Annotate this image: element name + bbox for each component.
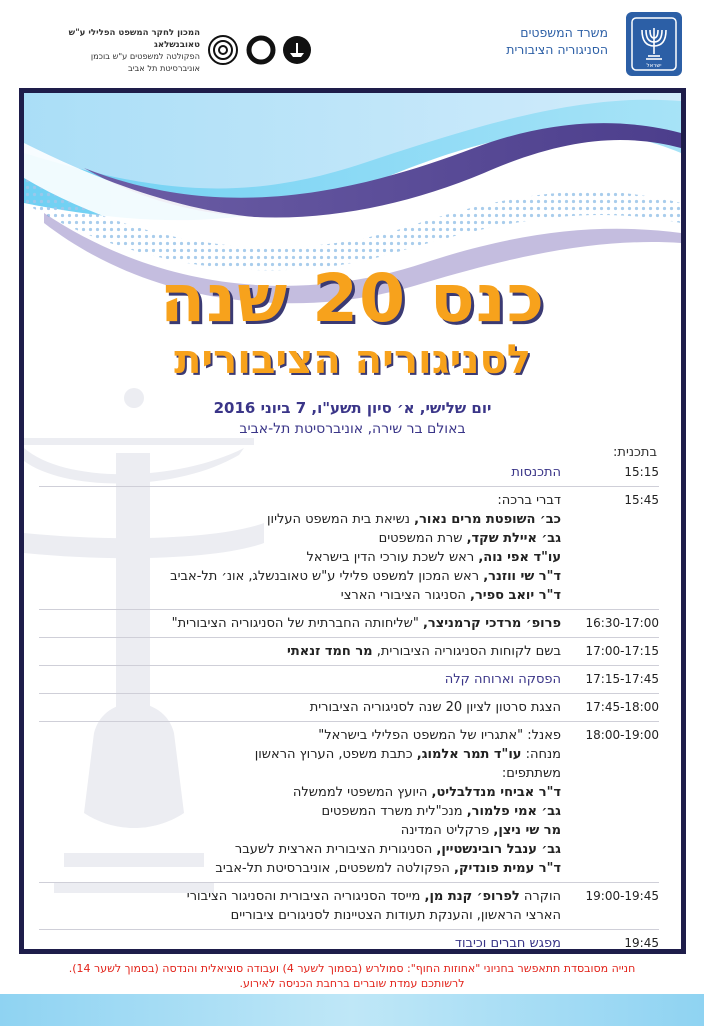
lecture-title: "שליחותה החברתית של הסניגוריה הציבורית" [171,616,419,631]
ministry-name [506,24,608,58]
agenda-row [39,614,659,633]
speaker-role: היועץ המשפטי לממשלה [292,785,428,800]
agenda-row [39,670,659,689]
event-venue: באולם בר שירה, אוניברסיטת תל-אביב [239,421,466,437]
speaker-role: הסניגור הציבורי הארצי [340,588,466,603]
institute-line2: הפקולטה למשפטים ע"ש בוכמן [90,51,200,61]
speaker-role: שרת המשפטים [378,531,463,546]
speaker-name: גב׳ אמי פלמור, [466,804,561,819]
voucher-note: לרשותכם עמדת שוברים ברחבת הכניסה לאירוע. [239,977,465,990]
speaker-role: כתבת משפט, הערוץ הראשון [254,747,413,762]
agenda-text: בשם לקוחות הסניגוריה הציבורית, [376,644,561,659]
agenda-time: 17:00-17:15 [585,644,659,658]
speaker-name: לפרופ׳ קנת מן, [424,889,520,904]
event-date: יום שלישי, א׳ סיון תשע"ו, 7 ביוני 2016 [213,399,492,417]
speaker-role: הסניגורית הציבורית הארצית לשעבר [234,842,433,857]
speaker-role: ראש המכון למשפט פלילי ע"ש טאובנשלג, אונ׳ תל-אביב [170,569,480,584]
lamp-logo-icon [282,35,312,65]
university-logo-icon [206,33,240,67]
ring-logo-icon [246,35,276,65]
agenda-row [39,887,659,925]
agenda-tribute [39,887,561,925]
agenda-time: 17:45-18:00 [585,700,659,714]
ministry-line2: הסניגוריה הציבורית [506,42,608,57]
moderator-label: מנחה: [525,747,561,762]
parking-note: חנייה מסובסדת תתאפשר בחניוני "אחוזות החוף": סמולרש (בסמוך לשער 4) ועבודה סוציאלית והנדסה (בסמוך לשער 14). [68,962,636,975]
institute-line3: אוניברסיטת תל אביב [127,62,200,73]
speaker-name: גב׳ איילת שקד, [466,531,561,546]
agenda-time: 16:30-17:00 [585,616,659,630]
speaker-name: מר חמד זנאתי [287,644,373,659]
speaker-name: כב׳ השופטת מרים נאור, [414,512,561,527]
speaker-role: פרקליט המדינה [400,823,490,838]
state-emblem-icon [626,12,682,76]
emblem-label: ישראל [646,63,662,69]
speaker-name: ד"ר יואב ספיר, [470,588,561,603]
participants-label: משתתפים: [501,766,561,781]
speaker-role: ראש לשכת עורכי הדין בישראל [306,550,475,565]
ministry-line1: משרד המשפטים [520,25,608,40]
bottom-decorative-bar [0,994,704,1026]
tribute-label: הוקרה [523,889,561,904]
speaker-name: ד"ר אביחי מנדלבליט, [431,785,561,800]
agenda-text: הפסקה וארוחה קלה [444,672,561,687]
agenda-row [39,642,659,661]
speaker-name: ד"ר שי ווזנר, [483,569,561,584]
agenda-row [39,463,659,482]
event-subtitle: לסניגוריה הציבורית [174,337,531,383]
agenda-row [39,726,659,878]
speaker-name: גב׳ ענבל רובינשטיין, [436,842,561,857]
program-label: בתכנית: [613,445,657,460]
agenda-row [39,934,659,953]
agenda-time: 15:15 [624,465,659,479]
speaker-name: פרופ׳ מרדכי קרמניצר, [422,616,561,631]
greetings-heading: דברי ברכה: [497,493,561,508]
header [0,0,704,88]
institute-line1: המכון לחקר המשפט הפלילי ע"ש טאובנשלאג [68,28,200,50]
speaker-name: ד"ר עמית פונדיק, [454,861,561,876]
agenda-time: 18:00-19:00 [585,728,659,742]
institute-logos [206,32,324,68]
event-title: כנס 20 שנה [159,260,546,337]
agenda-time: 17:15-17:45 [585,672,659,686]
agenda-panel [39,726,561,878]
speaker-role: הפקולטה למשפטים, אוניברסיטת תל-אביב [215,861,450,876]
speaker-role: נשיאת בית המשפט העליון [266,512,410,527]
agenda-greetings [39,491,561,605]
agenda-time: 19:45 [624,936,659,950]
agenda-time: 19:00-19:45 [585,889,659,903]
agenda [39,463,659,953]
agenda-text: מפגש חברים וכיבוד [454,936,561,951]
content-frame [19,88,686,954]
speaker-name: מר שי ניצן, [493,823,561,838]
speaker-name: עו"ד אפי נוה, [478,550,561,565]
agenda-row [39,698,659,717]
agenda-text: התכנסות [511,465,561,480]
agenda-text: הצגת סרטון לציון 20 שנה לסניגוריה הציבורית [309,700,561,715]
institute-text [22,28,200,74]
speaker-name: עו"ד תמר אלמוג, [416,747,522,762]
speaker-role: מייסד הסניגוריה הציבורית והסניגור הציבורי [186,889,421,904]
tribute-line2: הארצי הראשון, והענקת תעודות הצטיינות לסניגורים ציבוריים [230,908,561,923]
speaker-role: מנכ"לית משרד המשפטים [321,804,463,819]
agenda-time: 15:45 [624,493,659,507]
agenda-row [39,491,659,605]
panel-title: פאנל: "אתגריו של המשפט הפלילי בישראל" [318,728,561,743]
